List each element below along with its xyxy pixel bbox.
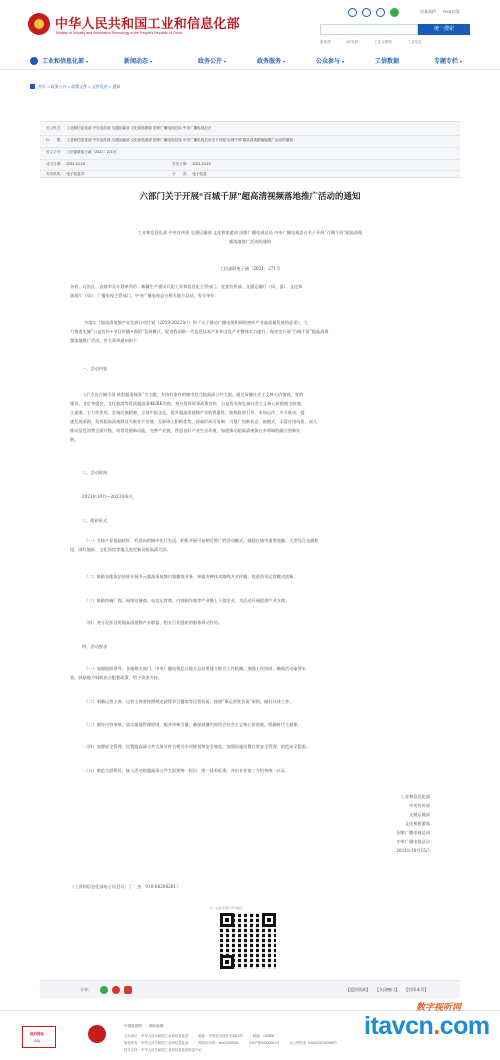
- document-meta: [40, 121, 460, 178]
- gov-site-error-badge[interactable]: 政府网站 找错: [22, 1026, 56, 1048]
- section-3-title: 三、组织形式: [82, 518, 108, 523]
- close-window-link[interactable]: 【关闭窗口】: [375, 987, 400, 992]
- wechat-share-icon[interactable]: [100, 986, 108, 994]
- qr-finder: [220, 955, 234, 969]
- footer-info-line: 版权所有：中华人民共和国工业和信息化部 网站标识码：bm07000001 京ICP备04000001号 京公网安备 11040102700068号: [124, 1041, 337, 1045]
- home-icon[interactable]: [30, 57, 38, 65]
- footer-links: [124, 1024, 169, 1029]
- watermark-logo: itavcn.com: [364, 1012, 490, 1040]
- hot-word[interactable]: 工业互联网: [374, 40, 392, 44]
- meta-created: 成文日期: 2021-10-15: [46, 162, 85, 166]
- site-header: [0, 0, 500, 48]
- section-2-title: 二、活动时间: [82, 470, 108, 475]
- rss-link[interactable]: RSS订阅: [443, 9, 460, 14]
- party-gov-badge-icon[interactable]: [88, 1025, 106, 1043]
- top-links: [420, 9, 465, 15]
- chevron-down-icon: ▾: [86, 59, 89, 64]
- nav-item-gov-info[interactable]: 政务公开 ▾: [198, 59, 227, 65]
- meta-doc-no: 发文字号: 工信部联电子函〔2021〕271号: [46, 150, 117, 154]
- article-doc-no: 工信部联电子函〔2021〕271号: [219, 266, 281, 271]
- share-label: 分享:: [80, 987, 90, 992]
- meta-category: 分 类: 电子信息: [172, 172, 207, 176]
- chevron-down-icon: ▾: [224, 59, 227, 64]
- print-page-link[interactable]: 【打印本页】: [404, 987, 429, 992]
- breadcrumb-item[interactable]: 政策文件: [71, 84, 88, 89]
- section-4-title: 四、活动要求: [82, 644, 108, 649]
- section-3-items: （一）支持产业基础较好、有意向的城市先行先试，积极开展可复制可推广的活动模式，鼓励在城市重要商圈、大型综合交通枢 纽、网红地标、文化场馆等地点选定新设超高清大屏。: [70, 538, 319, 552]
- search-input[interactable]: [320, 24, 418, 35]
- qr-code: [220, 913, 276, 969]
- chevron-down-icon: ▾: [460, 59, 463, 64]
- breadcrumb-item[interactable]: 政务公开: [50, 84, 67, 89]
- share-bar: [40, 980, 460, 998]
- breadcrumb: [30, 84, 120, 90]
- breadcrumb-item[interactable]: 文件发布: [91, 84, 108, 89]
- signatories: 工业和信息化部 中央宣传部 交通运输部 文化和旅游部 国家广播电视总局 中央广播电视总台 2021年10月15日: [396, 794, 430, 853]
- breadcrumb-separator: >: [108, 84, 112, 89]
- qr-caption: 扫一扫在手机打开当前页: [210, 906, 244, 910]
- section-1-body: 以“点亮百城千屏 炫彩超清视界”为主题，支持有条件的城市设立超高清公共大屏，通过屏播社会主义核心价值观、党的 建设、北京冬奥会、文化旅游等优质超高清4K/8K内容，充分发挥时事政策宣传、公益发布和弘扬社会主义核心价值观主阵地、 主渠道、主力军作用，宏扬民族精神，呈现中国文化，提升超高清视频产业的普惠性。按照政府引导、市场运作、多方联动，提 速发展原则，发挥超高清视频及关联业产业链、互联网上积极优势，探索形成可复制、可推广的新业态、新模式，丰富应用场景，深入 推动信息消费全面升级，培育发展新动能，完善产业链，营造良好产业生态环境，加速推动超高清视频在多领域的融合创新发 展。: [70, 392, 318, 442]
- section-4-items: （一）加强组织领导。各地相关部门、中央广播电视总台地方总站要建立联合工作机制，加强工作协同，确保活动取得实 效。鼓励地方财政出台配套政策，给予资金支持。: [70, 666, 306, 680]
- qr-finder: [262, 913, 276, 927]
- breadcrumb-separator: >: [47, 84, 50, 89]
- hot-word[interactable]: 工业信息: [407, 40, 422, 44]
- mobile-icon[interactable]: [362, 8, 371, 17]
- article-heading: 工业和信息化部 中央宣传部 交通运输部 文化和旅游部 国家广播电视总局 中央广播电视总台关于开展“百城千屏”超高清视 频落地推广活动的通知: [137, 230, 363, 244]
- hot-words: [320, 40, 437, 45]
- meta-org: 发布机构: 电子信息司: [46, 172, 85, 176]
- weibo-icon[interactable]: [376, 8, 385, 17]
- search-button[interactable]: 统一搜索: [418, 24, 470, 35]
- chevron-down-icon: ▾: [150, 59, 153, 64]
- footer-info-line: 技术支持：中华人民共和国工业和信息化部信息中心: [124, 1048, 202, 1052]
- breadcrumb-item[interactable]: 首页: [38, 84, 46, 89]
- accessibility-icon[interactable]: [348, 8, 357, 17]
- article-intro: 为落实《超高清视频产业发展行动计划（2019-2022年）》和《关于推动广播电视和网络视听产业高质量发展的意见》，大 力推进实施“公益宣传+节目传播+商用”发展模式，促进我国新一代信息技术产业和文化产业整体实力提升，现决定开展“百城千屏”超高清视 频落地推广活动。有关事项通知如下：: [70, 320, 329, 343]
- share-links: [342, 987, 428, 993]
- nav-item-public[interactable]: 公众参与 ▾: [316, 59, 345, 65]
- meta-title: 标 题: 工业和信息化部 中央宣传部 交通运输部 文化和旅游部 国家广播电视总局 中央广播电视总台关于开展“百城千屏”超高清视频落地推广活动的通知: [46, 138, 293, 142]
- section-3-item: （四）充分发挥各类超高清视频产业联盟、相关行业组织的服务带动作用。: [84, 620, 223, 625]
- section-4-item: （五）规范大屏建设。接入活动的超高清公共大屏须统一标识、统一技术标准，并由专业第三方机构统一认证。: [84, 768, 290, 773]
- weibo-share-icon[interactable]: [112, 986, 120, 994]
- footer-link[interactable]: 中国政府网: [124, 1024, 142, 1028]
- footer-info-line: 主办单位：中华人民共和国工业和信息化部 地址：中国北京西长安街13号 邮编：100804: [124, 1034, 275, 1038]
- meta-published: 发布日期: 2021-10-19: [172, 162, 211, 166]
- hot-word[interactable]: 新基建: [320, 40, 331, 44]
- site-subtitle: Ministry of Industry and Information Technology of the People's Republic of China: [56, 31, 182, 35]
- visitor-booking-link[interactable]: 访客预约: [420, 9, 436, 14]
- section-1-title: 一、活动内容: [82, 366, 108, 371]
- article-title: 六部门关于开展“百城千屏”超高清视频落地推广活动的通知: [139, 191, 361, 201]
- nav-item-data[interactable]: 工信数据: [375, 59, 400, 65]
- hot-word[interactable]: 5G发展: [346, 40, 359, 44]
- chevron-down-icon: ▾: [342, 59, 345, 64]
- chevron-down-icon: ▾: [283, 59, 286, 64]
- qzone-share-icon[interactable]: [124, 986, 132, 994]
- qr-finder: [220, 913, 234, 927]
- national-emblem-icon: [28, 13, 50, 35]
- article-addressees: 各省、自治区、直辖市及计划单列市、新疆生产建设兵团工业和信息化主管部门，党委宣传部，交通运输厅（局、委）、文化和 旅游厅（局）、广播电视主管部门，中央广播电视总台相关地方总站，有关单位：: [70, 284, 303, 298]
- contact-line: （工业和信息化部电子信息司：丁 杰 010-68208261）: [70, 884, 181, 889]
- wechat-icon[interactable]: [390, 8, 399, 17]
- meta-issuer: 发文机关: 工业和信息化部 中央宣传部 交通运输部 文化和旅游部 国家广播电视总局 中央广播电视总台: [46, 126, 212, 130]
- footer-link[interactable]: 网站地图: [148, 1024, 164, 1028]
- breadcrumb-separator: >: [88, 84, 91, 89]
- nav-item-topics[interactable]: 专题专栏 ▾: [434, 59, 463, 65]
- nav-item-gov-service[interactable]: 政务服务 ▾: [257, 59, 286, 65]
- top-icon-group: [348, 8, 399, 17]
- section-3-item: （三）鼓励终端厂商、网络设备商、电信运营商、内容制作商等产业链上下游企业，为活动开展提供产业支撑。: [84, 598, 290, 603]
- section-2-body: 2021年10月—2023年6月。: [82, 494, 137, 499]
- watermark-top-text: 数字视听网: [416, 1002, 462, 1012]
- back-to-top-link[interactable]: 【返回顶部】: [346, 987, 370, 992]
- nav-item-ministry[interactable]: 工业和信息化部 ▾: [42, 59, 89, 65]
- section-4-item: （四）加强安全管理。设置超高清公共大屏应符合相关专项规划和安全规范，加强设施设置日常安全管理，防范安全隐患。: [84, 744, 311, 749]
- breadcrumb-separator: >: [67, 84, 71, 89]
- home-icon: [30, 84, 35, 89]
- nav-item-news[interactable]: 新闻动态 ▾: [124, 59, 153, 65]
- site-title: 中华人民共和国工业和信息化部: [55, 17, 240, 32]
- section-4-item: （二）明确运营主体。运营主体要按照规定获得节目播放等运营资质，按照“事运营谁负责”原则，做好具体工作。: [84, 699, 294, 704]
- section-3-item: （二）鼓励各地依法依规开展多元超高清视频内容播放业务，探索多种技术路线方式传输，促进资讯运营模式创新。: [84, 574, 298, 579]
- breadcrumb-item[interactable]: 通知: [112, 84, 121, 89]
- section-4-item: （三）做好内容审核。落实属地管理原则，配齐审核力量，确保展播内容符合社会主义核心价值观，明确时代主旋律。: [84, 722, 302, 727]
- main-nav: [0, 52, 500, 70]
